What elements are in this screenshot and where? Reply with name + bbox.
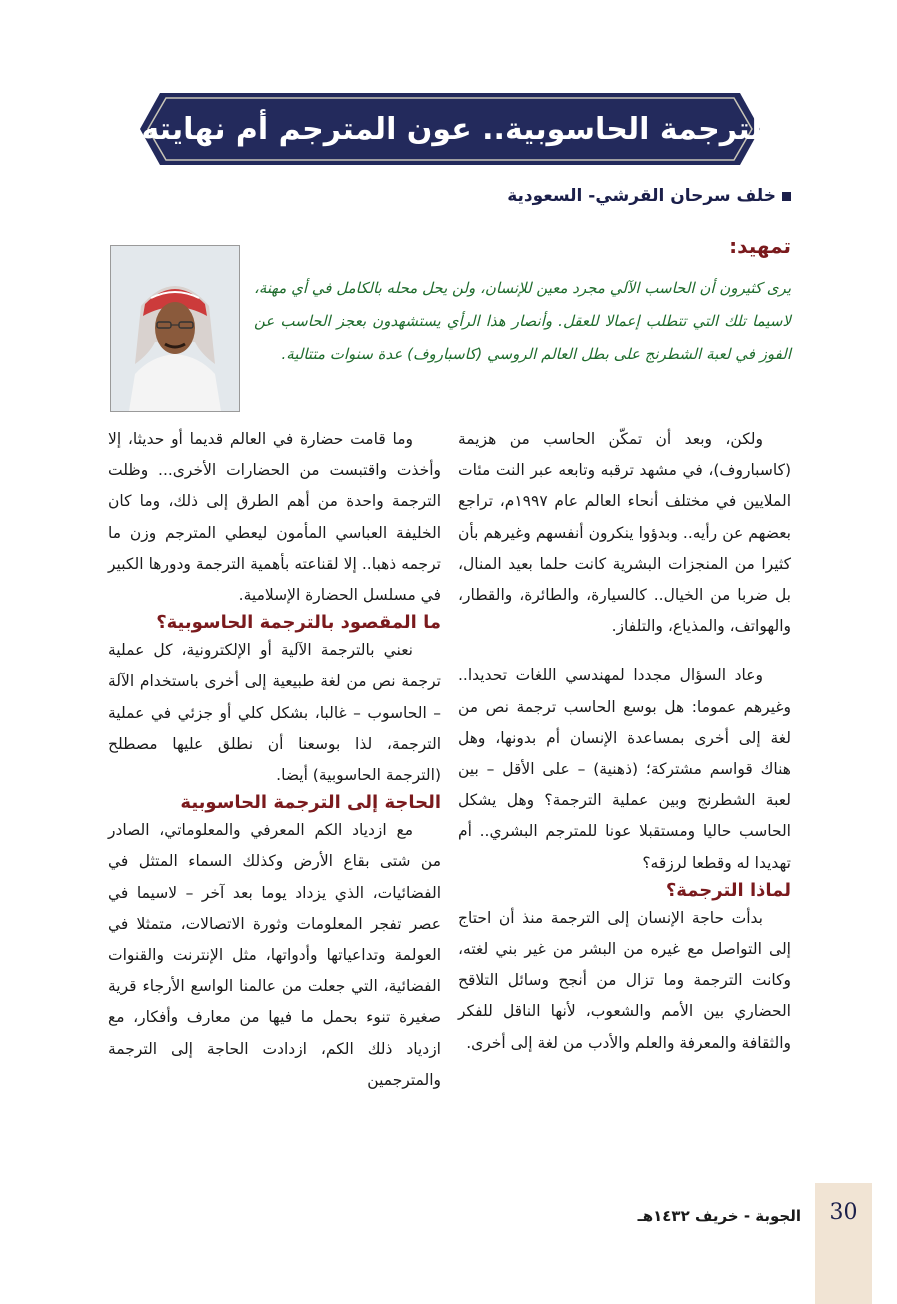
author-photo <box>110 245 240 412</box>
intro-paragraph: يرى كثيرون أن الحاسب الآلي مجرد معين للإنسان، ولن يحل محله بالكامل في أي مهنة، لاسيما تلك التي تتطلب إعمالا للعقل. وأنصار هذا الرأي يستشهدون بعجز الحاسب عن الفوز في لعبة الشطرنج على بطل العالم الروسي (كاسباروف) عدة سنوات متتالية. <box>253 279 791 363</box>
right-column <box>458 424 791 1059</box>
paragraph: وما قامت حضارة في العالم قديما أو حديثا، إلا وأخذت واقتبست من الحضارات الأخرى... وظلت الترجمة واحدة من أهم الطرق إلى ذلك، وما كان الخليفة العباسي المأمون ليعطي المترجم وزن ما ترجمه ذهبا.. إلا لقناعته بأهمية الترجمة ودورها الكبير في مسلسل الحضارة الإسلامية. <box>108 430 441 605</box>
article-title: الترجمة الحاسوبية.. عون المترجم أم نهايته! <box>127 111 773 147</box>
portrait-image <box>111 246 239 411</box>
section-heading: الحاجة إلى الترجمة الحاسوبية <box>180 792 441 814</box>
author-line <box>507 186 791 206</box>
title-banner <box>127 93 773 165</box>
paragraph: مع ازدياد الكم المعرفي والمعلوماتي، الصادر من شتى بقاع الأرض وكذلك السماء المتثل في الفضائيات، الذي يزداد يوما بعد آخر – لاسيما في عصر تفجر المعلومات وثورة الاتصالات، متمثلا في العولمة وتداعياتها وأدواتها، مثل الإنترنت والقنوات الفضائية، التي جعلت من عالمنا الواسع الأرجاء قرية صغيرة تنوء بحمل ما فيها من معارف وأفكار، مع ازدياد ذلك الكم، ازدادت الحاجة إلى الترجمة والمترجمين <box>108 821 441 1089</box>
author-name: خلف سرحان القرشي- السعودية <box>507 186 776 206</box>
paragraph: وعاد السؤال مجددا لمهندسي اللغات تحديدا.. وغيرهم عموما: هل بوسع الحاسب ترجمة نص من لغة إلى أخرى بمساعدة الإنسان أم بدونها، وهل هناك قواسم مشتركة؛ (ذهنية) – على الأقل – بين لعبة الشطرنج وبين عملية الترجمة؟ وهل يشكل الحاسب حاليا ومستقبلا عونا للمترجم البشري.. أم تهديدا له وقطعا لرزقه؟ <box>458 666 791 872</box>
footer-issue: الجوبة - خريف ١٤٣٢هـ <box>637 1207 801 1225</box>
square-bullet-icon <box>782 192 791 201</box>
page-number: 30 <box>829 1200 858 1225</box>
intro-heading: تمهيد: <box>729 234 791 258</box>
section-heading: ما المقصود بالترجمة الحاسوبية؟ <box>156 612 441 634</box>
section-heading: لماذا الترجمة؟ <box>665 879 791 901</box>
left-column <box>108 424 441 1096</box>
paragraph: نعني بالترجمة الآلية أو الإلكترونية، كل عملية ترجمة نص من لغة طبيعية إلى أخرى باستخدام الآلة – الحاسوب – غالبا، بشكل كلي أو جزئي في عملية الترجمة، لذا بوسعنا أن نطلق عليها مصطلح (الترجمة الحاسوبية) أيضا. <box>108 641 441 785</box>
paragraph: بدأت حاجة الإنسان إلى الترجمة منذ أن احتاج إلى التواصل مع غيره من البشر من غير بني لغته، وكانت الترجمة وما تزال من أنجح وسائل التلاقح الحضاري بين الأمم والشعوب، لأنها الناقل للفكر والثقافة والمعرفة والعلم والأدب من لغة إلى أخرى. <box>458 908 791 1052</box>
paragraph: ولكن، وبعد أن تمكّن الحاسب من هزيمة (كاسباروف)، في مشهد ترقبه وتابعه عبر النت مئات الملايين في مختلف أنحاء العالم عام ١٩٩٧م، تراجع بعضهم عن رأيه.. وبدؤوا ينكرون أنفسهم وغيرهم بأن كثيرا من المنجزات البشرية كانت حلما بعيد المنال، بل ضربا من الخيال.. كالسيارة، والطائرة، والقطار، والهواتف، والمذياع، والتلفاز. <box>458 430 792 636</box>
